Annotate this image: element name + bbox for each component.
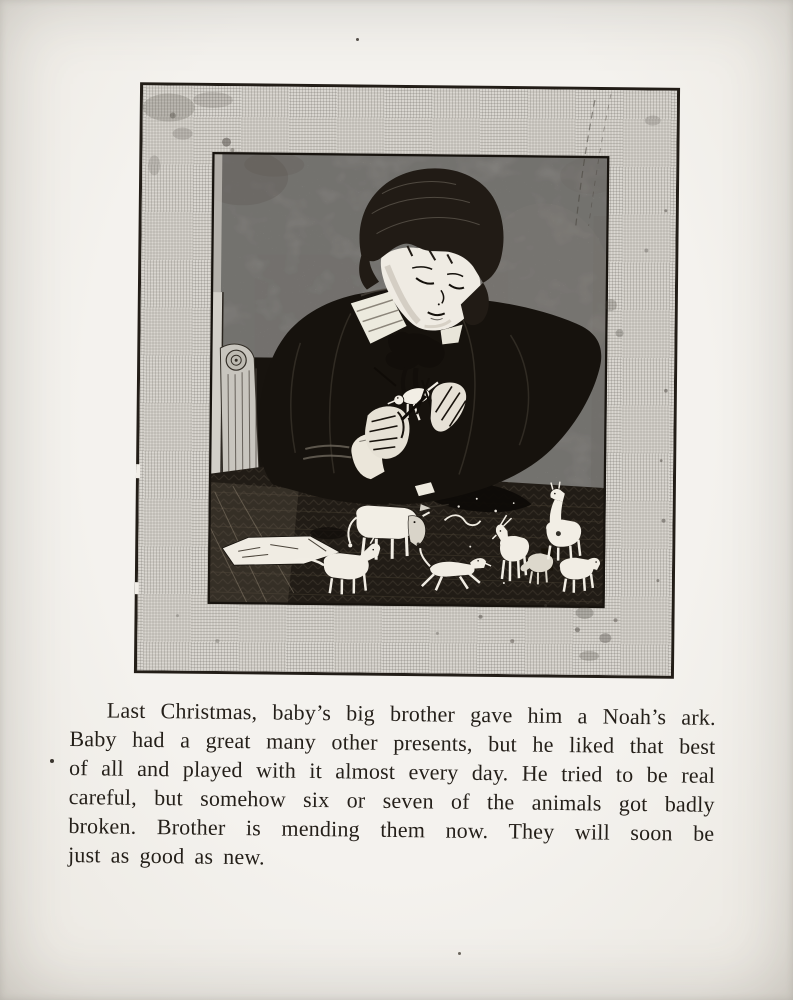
- story-line-4: careful, but somehow six or seven of the animals got badly: [68, 783, 715, 817]
- story-line-1: Last Christmas, baby’s big brother gave him a Noah’s ark.: [106, 697, 716, 730]
- ink-speck: [458, 952, 461, 955]
- story-line-5: broken. Brother is mending them now. They will soon be: [68, 812, 715, 846]
- illustration-plate: [134, 82, 680, 679]
- story-line-6: just as good as new.: [67, 841, 265, 870]
- engraving-boy-mending-noahs-ark-toys: [208, 152, 610, 608]
- story-line-3: of all and played with it almost every day. He tried to be real: [68, 754, 716, 788]
- story-line-2: Baby had a great many other presents, but he liked that best: [69, 725, 716, 759]
- story-paragraph: [68, 695, 716, 877]
- ink-speck: [356, 38, 359, 41]
- ink-speck: [50, 759, 54, 763]
- halftone-mat: [137, 85, 677, 676]
